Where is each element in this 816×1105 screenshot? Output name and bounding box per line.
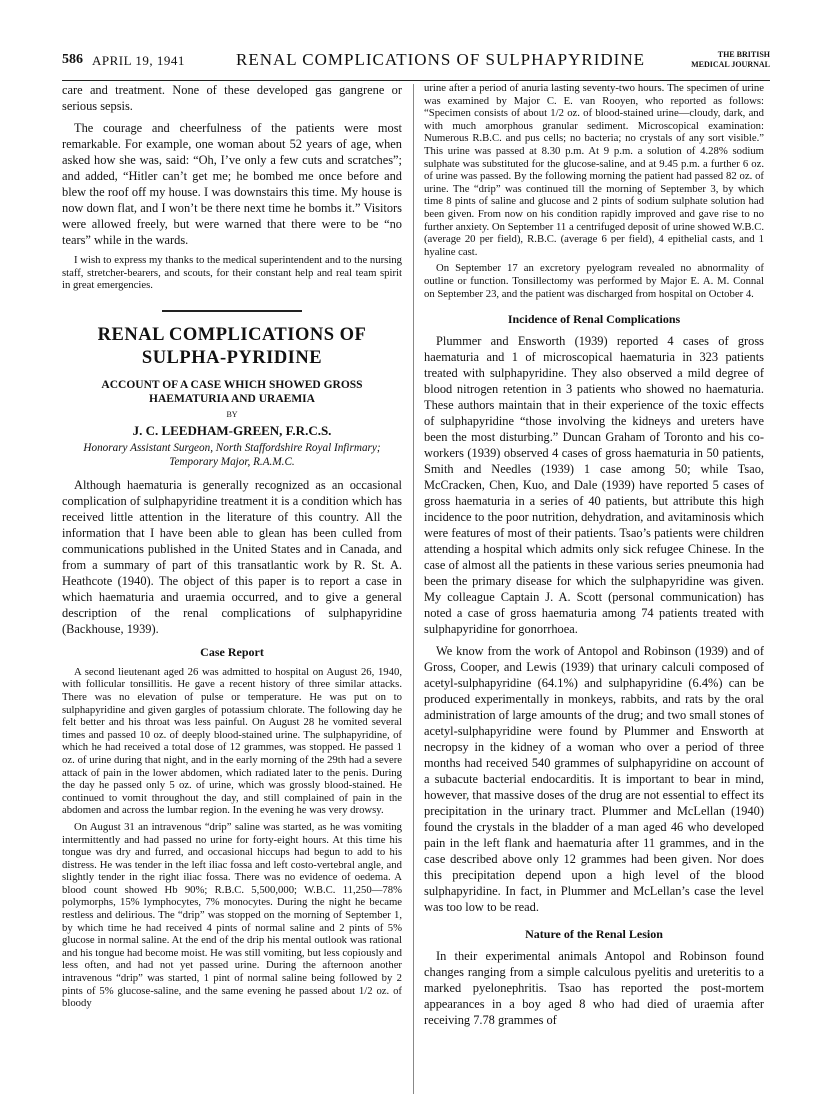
journal-name (691, 50, 770, 70)
paragraph: We know from the work of Antopol and Robinson (1939) and of Gross, Cooper, and Lewis (1939) that urinary calculi composed of acetyl-sulphapyridine (64.1%) and sulphapyridine (6.4%) can be produced experimentally in monkeys, rabbits, and rats by the oral administration of large amounts of the drug; and two small stones of acetyl-sulphapyridine were found by Plummer and Ensworth at necropsy in the kidney of a woman who over a period of three months had received 540 grammes of sulphapyridine on account of a subacute bacterial endocarditis. It is important to bear in mind, however, that massive doses of the drug are not essential to effect its precipitation in the urinary tract. Plummer and McLellan (1940) found the crystals in the bladder of a man aged 46 who developed pain in the left flank and haematuria after 11 grammes, and in the case described above only 12 grammes had been given. Nor does this precipitation depend upon a high level of the blood sulphapyridine. In fact, in Plummer and McLellan’s case the level was too low to be read. (424, 644, 764, 915)
section-heading-case-report: Case Report (200, 644, 264, 659)
article-title: RENAL COMPLICATIONS OF SULPHA-PYRIDINE (97, 324, 367, 368)
issue-date: APRIL 19, 1941 (92, 53, 185, 68)
section-rule (162, 310, 302, 312)
paragraph: The courage and cheerfulness of the patients were most remarkable. For example, one woman about 52 years of age, when asked how she was, said: “Oh, I’ve only a few cuts and scratches”; and added, “Hitler can’t get me; he bombed me once before and blew the roof off my house. I was downstairs this time. My house is now down flat, and I won’t be there next time he bombs it.” Visitors were allowed freely, but were warned that there were to be “no tears” while in the wards. (62, 121, 402, 247)
left-column (62, 82, 402, 1010)
paragraph: care and treatment. None of these developed gas gangrene or serious sepsis. (62, 83, 402, 113)
section-heading-nature: Nature of the Renal Lesion (525, 927, 663, 942)
article-subtitle: ACCOUNT OF A CASE WHICH SHOWED GROSS HAEMATURIA AND URAEMIA (101, 378, 363, 405)
journal-name-line2: MEDICAL JOURNAL (691, 60, 770, 69)
author-name: J. C. LEEDHAM-GREEN, F.R.C.S. (132, 422, 332, 438)
introduction: Although haematuria is generally recognized as an occasional complication of sulphapyridine treatment it is a condition which has received little attention in the literature of this country. All the information that I have been able to glean has been culled from communications published in the United States and in Canada, and from a summary of part of this transatlantic work by R. St. A. Heathcote (1940). The object of this paper is to report a case in which haematuria and uraemia occurred, and to give a general description of the renal complications of sulphapyridine (Backhouse, 1939). (62, 477, 402, 636)
right-column (424, 82, 764, 1028)
paragraph: On September 17 an excretory pyelogram revealed no abnormality of outline or function. Tonsillectomy was performed by Major E. A. M. Connal on September 23, and the patient was discharged from hospital on October 4. (424, 262, 764, 300)
page-number: 586 (62, 52, 83, 67)
paragraph: On August 31 an intravenous “drip” saline was started, as he was vomiting intermittently and had passed no urine for forty-eight hours. At this time his tongue was dry and furred, and occasional hiccups had begun to add to his distress. He was tender in the left iliac fossa and left costo-vertebral angle, and slightly tender in the right iliac fossa. There was no evidence of oedema. A blood count showed Hb 90%; R.B.C. 5,500,000; W.B.C. 11,250—78% polymorphs, 15% lymphocytes, 7% monocytes. During the night he became restless and delirious. The “drip” was stopped on the morning of September 1, by which time he had received 4 pints of normal saline and 2 pints of 5% glucose in normal saline. At the end of the drip his mental outlook was rational and his tongue had become moist. He was still vomiting, but less copiously and less often, and had not yet passed urine. During the afternoon another intravenous “drip” was started, 1 pint of normal saline being followed by 2 pints of 5% glucose-saline, and the same evening he passed about 1/2 oz. of bloody (62, 820, 402, 1010)
section-heading-incidence: Incidence of Renal Complications (507, 312, 681, 327)
running-header (62, 50, 770, 81)
author-affiliation: Honorary Assistant Surgeon, North Staffordshire Royal Infirmary; Temporary Major, R.A.M.C. (83, 441, 381, 468)
column-divider (413, 84, 414, 1094)
acknowledgement: I wish to express my thanks to the medical superintendent and to the nursing staff, stretcher-bearers, and scouts, for their constant help and real team spirit in great emergencies. (62, 254, 402, 292)
paragraph: In their experimental animals Antopol and Robinson found changes ranging from a simple calculous pyelitis and ureteritis to a marked pyelonephritis. Tsao has reported the post-mortem appearances in a boy aged 8 who had died of uraemia after receiving 7.78 grammes of (424, 949, 764, 1028)
running-title: RENAL COMPLICATIONS OF SULPHAPYRIDINE (236, 50, 645, 69)
paragraph: Plummer and Ensworth (1939) reported 4 cases of gross haematuria and 1 of microscopical haematuria in 323 patients treated with sulphapyridine. They also observed a mild degree of blood nitrogen retention in 3 patients who showed no haematuria. These authors maintain that in their experience of the toxic effects of sulphapyridine “those involving the kidneys and ureters have been the most disturbing.” Duncan Graham of Toronto and his co-workers (1939) observed 4 cases of gross haematuria in 50 patients, Smith and Needles (1939) 1 case among 50; while Tsao, McCracken, Chen, Kuo, and Dale (1939) have reported 5 cases of gross haematuria in a series of 40 patients, but attribute this high incidence to the poor nutrition, dehydration, and avitaminosis which were features of most of their patients. Tsao’s patients were children attending a hospital which admits only sick refugee Chinese. In the case of almost all the patients in these various series pneumonia had been the primary disease for which the sulphapyridine was given. My colleague Captain J. A. Scott (personal communication) has noted a case of gross haematuria among 74 patients treated with sulphapyridine for gonorrhoea. (424, 334, 764, 637)
journal-name-line1: THE BRITISH (717, 50, 770, 59)
paragraph: A second lieutenant aged 26 was admitted to hospital on August 26, 1940, with follicular tonsillitis. He gave a recent history of three similar attacks. There was no elevation of pulse or temperature. He was put on to sulphapyridine and given gargles of potassium chlorate. The following day he felt better and his throat was less painful. On August 28 he vomited several times and passed 10 oz. of deeply blood-stained urine. The sulphapyridine, of which he had received a total dose of 12 grammes, was stopped. He passed 1 oz. of urine during that night, and in the early morning of the 29th had a severe attack of pain in the lower abdomen, which radiated later to the penis. During the day he passed only 5 oz. of urine, which was grossly blood-stained. He continued to vomit throughout the day, and still complained of pain in the abdomen and across the lumbar region. In the evening he was very drowsy. (62, 665, 402, 817)
paragraph: urine after a period of anuria lasting seventy-two hours. The specimen of urine was examined by Major C. E. van Rooyen, who reported as follows: “Specimen consists of about 1/2 oz. of blood-stained urine—cloudy, dark, and with much amorphous granular sediment. Microscopical examination: Numerous R.B.C. and pus cells; no bacteria; no crystals of any sort visible.” This urine was passed at 8.30 p.m. At 9 p.m. a solution of 4.28% sodium sulphate was substituted for the glucose-saline, and at 9.45 p.m. a further 6 oz. of urine was passed. By the following morning the patient had passed 82 oz. of urine. The “drip” was continued till the morning of September 3, by which time 8 pints of saline and glucose and 2 pints of sodium sulphate solution had been given. From now on his condition rapidly improved and gave rise to no further anxiety. On September 11 a centrifuged deposit of urine showed W.B.C. (average 20 per field), R.B.C. (average 6 per field), 4 epithelial casts, and 1 hyaline cast. (424, 82, 764, 258)
byline-by: BY (226, 409, 238, 419)
